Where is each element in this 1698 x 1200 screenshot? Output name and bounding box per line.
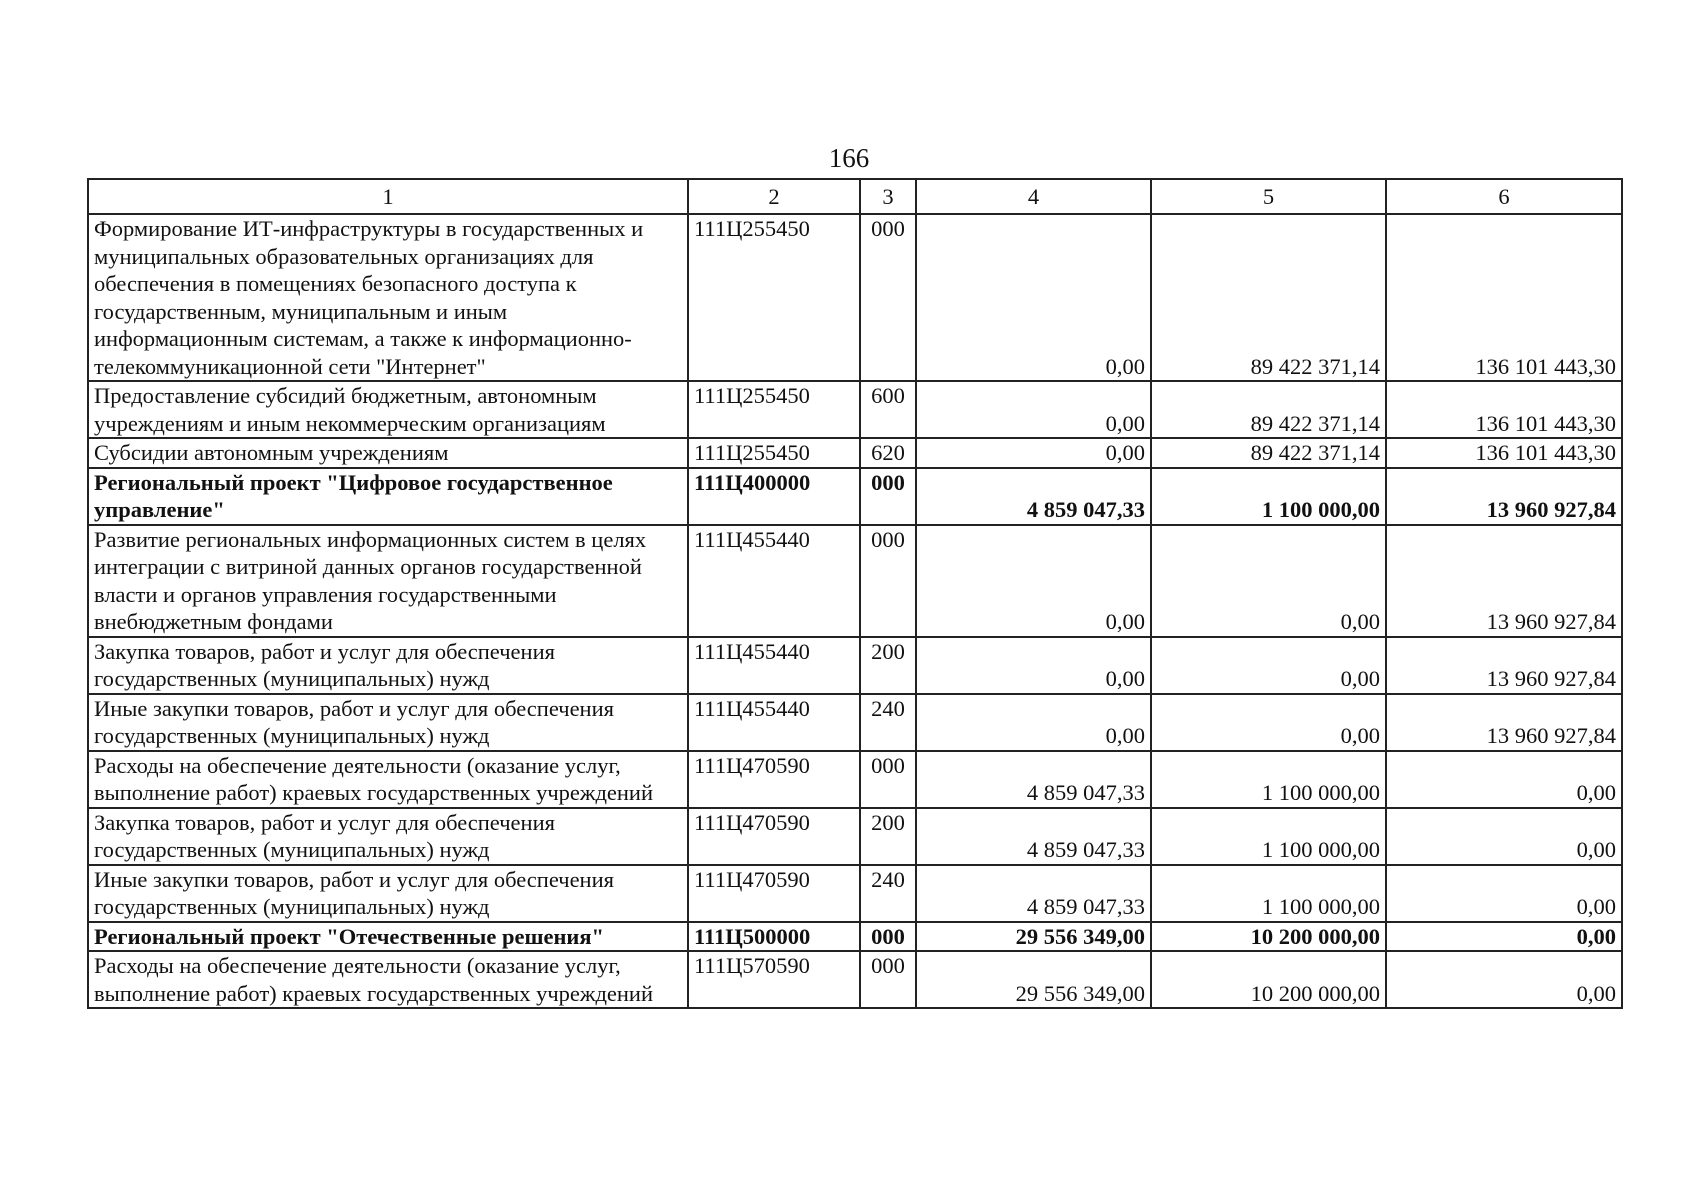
table-row bbox=[88, 381, 1622, 438]
row-amount-col4: 0,00 bbox=[916, 694, 1151, 751]
row-name-cell: Субсидии автономным учреждениям bbox=[88, 438, 688, 468]
row-name-cell: Развитие региональных информационных систем в целях интеграции с витриной данных органов государственной власти и органов управления государственными внебюджетным фондами bbox=[88, 525, 688, 637]
table-row bbox=[88, 694, 1622, 751]
row-code-cell: 111Ц570590 bbox=[688, 951, 860, 1008]
table-row bbox=[88, 468, 1622, 525]
row-code-cell: 111Ц400000 bbox=[688, 468, 860, 525]
row-amount-col5: 0,00 bbox=[1151, 637, 1386, 694]
row-amount-col5: 1 100 000,00 bbox=[1151, 468, 1386, 525]
row-amount-col6: 0,00 bbox=[1386, 808, 1622, 865]
row-amount-col5: 10 200 000,00 bbox=[1151, 922, 1386, 952]
row-name-cell: Региональный проект "Цифровое государственное управление" bbox=[88, 468, 688, 525]
row-name-cell: Предоставление субсидий бюджетным, автономным учреждениям и иным некоммерческим организациям bbox=[88, 381, 688, 438]
row-amount-col4: 0,00 bbox=[916, 214, 1151, 381]
table-row bbox=[88, 951, 1622, 1008]
table-row bbox=[88, 865, 1622, 922]
row-amount-col4: 4 859 047,33 bbox=[916, 865, 1151, 922]
row-amount-col5: 10 200 000,00 bbox=[1151, 951, 1386, 1008]
table-row bbox=[88, 214, 1622, 381]
row-amount-col5: 1 100 000,00 bbox=[1151, 751, 1386, 808]
page-number: 166 bbox=[828, 143, 870, 173]
row-code-cell: 111Ц455440 bbox=[688, 525, 860, 637]
row-amount-col6: 0,00 bbox=[1386, 751, 1622, 808]
row-code-cell: 111Ц255450 bbox=[688, 438, 860, 468]
row-type-cell: 240 bbox=[860, 865, 916, 922]
row-amount-col4: 0,00 bbox=[916, 381, 1151, 438]
row-amount-col6: 13 960 927,84 bbox=[1386, 468, 1622, 525]
row-amount-col6: 13 960 927,84 bbox=[1386, 637, 1622, 694]
row-amount-col4: 4 859 047,33 bbox=[916, 468, 1151, 525]
row-name-cell: Расходы на обеспечение деятельности (оказание услуг, выполнение работ) краевых государственных учреждений bbox=[88, 951, 688, 1008]
row-type-cell: 620 bbox=[860, 438, 916, 468]
row-code-cell: 111Ц255450 bbox=[688, 381, 860, 438]
row-amount-col4: 4 859 047,33 bbox=[916, 751, 1151, 808]
row-name-cell: Расходы на обеспечение деятельности (оказание услуг, выполнение работ) краевых государственных учреждений bbox=[88, 751, 688, 808]
row-amount-col6: 136 101 443,30 bbox=[1386, 381, 1622, 438]
row-amount-col5: 89 422 371,14 bbox=[1151, 214, 1386, 381]
row-name-cell: Иные закупки товаров, работ и услуг для обеспечения государственных (муниципальных) нужд bbox=[88, 865, 688, 922]
header-row bbox=[88, 179, 1622, 214]
row-amount-col6: 13 960 927,84 bbox=[1386, 694, 1622, 751]
row-amount-col4: 0,00 bbox=[916, 637, 1151, 694]
row-amount-col6: 136 101 443,30 bbox=[1386, 438, 1622, 468]
row-code-cell: 111Ц455440 bbox=[688, 637, 860, 694]
row-amount-col6: 0,00 bbox=[1386, 951, 1622, 1008]
row-type-cell: 240 bbox=[860, 694, 916, 751]
budget-table bbox=[87, 178, 1623, 1009]
row-name-cell: Иные закупки товаров, работ и услуг для обеспечения государственных (муниципальных) нужд bbox=[88, 694, 688, 751]
row-amount-col5: 89 422 371,14 bbox=[1151, 438, 1386, 468]
row-amount-col4: 0,00 bbox=[916, 438, 1151, 468]
column-header: 3 bbox=[860, 179, 916, 214]
row-code-cell: 111Ц470590 bbox=[688, 808, 860, 865]
row-name-cell: Закупка товаров, работ и услуг для обеспечения государственных (муниципальных) нужд bbox=[88, 637, 688, 694]
row-type-cell: 000 bbox=[860, 525, 916, 637]
row-amount-col4: 29 556 349,00 bbox=[916, 922, 1151, 952]
row-type-cell: 000 bbox=[860, 468, 916, 525]
row-name-cell: Формирование ИТ-инфраструктуры в государственных и муниципальных образовательных организациях для обеспечения в помещениях безопасного доступа к государственным, муниципальным и иным информационным системам, а также к информационно-телекоммуникационной сети "Интернет" bbox=[88, 214, 688, 381]
row-amount-col5: 89 422 371,14 bbox=[1151, 381, 1386, 438]
row-type-cell: 200 bbox=[860, 637, 916, 694]
row-type-cell: 600 bbox=[860, 381, 916, 438]
column-header: 1 bbox=[88, 179, 688, 214]
table-row bbox=[88, 922, 1622, 952]
column-header: 5 bbox=[1151, 179, 1386, 214]
row-amount-col4: 29 556 349,00 bbox=[916, 951, 1151, 1008]
row-type-cell: 000 bbox=[860, 751, 916, 808]
row-type-cell: 200 bbox=[860, 808, 916, 865]
row-type-cell: 000 bbox=[860, 951, 916, 1008]
row-amount-col4: 0,00 bbox=[916, 525, 1151, 637]
table-row bbox=[88, 438, 1622, 468]
table-row bbox=[88, 525, 1622, 637]
column-header: 2 bbox=[688, 179, 860, 214]
row-name-cell: Региональный проект "Отечественные решения" bbox=[88, 922, 688, 952]
row-amount-col5: 1 100 000,00 bbox=[1151, 808, 1386, 865]
row-type-cell: 000 bbox=[860, 922, 916, 952]
row-amount-col6: 0,00 bbox=[1386, 865, 1622, 922]
row-name-cell: Закупка товаров, работ и услуг для обеспечения государственных (муниципальных) нужд bbox=[88, 808, 688, 865]
column-header: 6 bbox=[1386, 179, 1622, 214]
row-type-cell: 000 bbox=[860, 214, 916, 381]
row-amount-col5: 0,00 bbox=[1151, 525, 1386, 637]
row-code-cell: 111Ц470590 bbox=[688, 865, 860, 922]
row-amount-col5: 0,00 bbox=[1151, 694, 1386, 751]
row-code-cell: 111Ц255450 bbox=[688, 214, 860, 381]
table-row bbox=[88, 751, 1622, 808]
row-code-cell: 111Ц500000 bbox=[688, 922, 860, 952]
row-amount-col6: 0,00 bbox=[1386, 922, 1622, 952]
table-row bbox=[88, 637, 1622, 694]
row-amount-col6: 13 960 927,84 bbox=[1386, 525, 1622, 637]
table-row bbox=[88, 808, 1622, 865]
row-code-cell: 111Ц455440 bbox=[688, 694, 860, 751]
row-amount-col4: 4 859 047,33 bbox=[916, 808, 1151, 865]
row-amount-col6: 136 101 443,30 bbox=[1386, 214, 1622, 381]
row-amount-col5: 1 100 000,00 bbox=[1151, 865, 1386, 922]
row-code-cell: 111Ц470590 bbox=[688, 751, 860, 808]
column-header: 4 bbox=[916, 179, 1151, 214]
